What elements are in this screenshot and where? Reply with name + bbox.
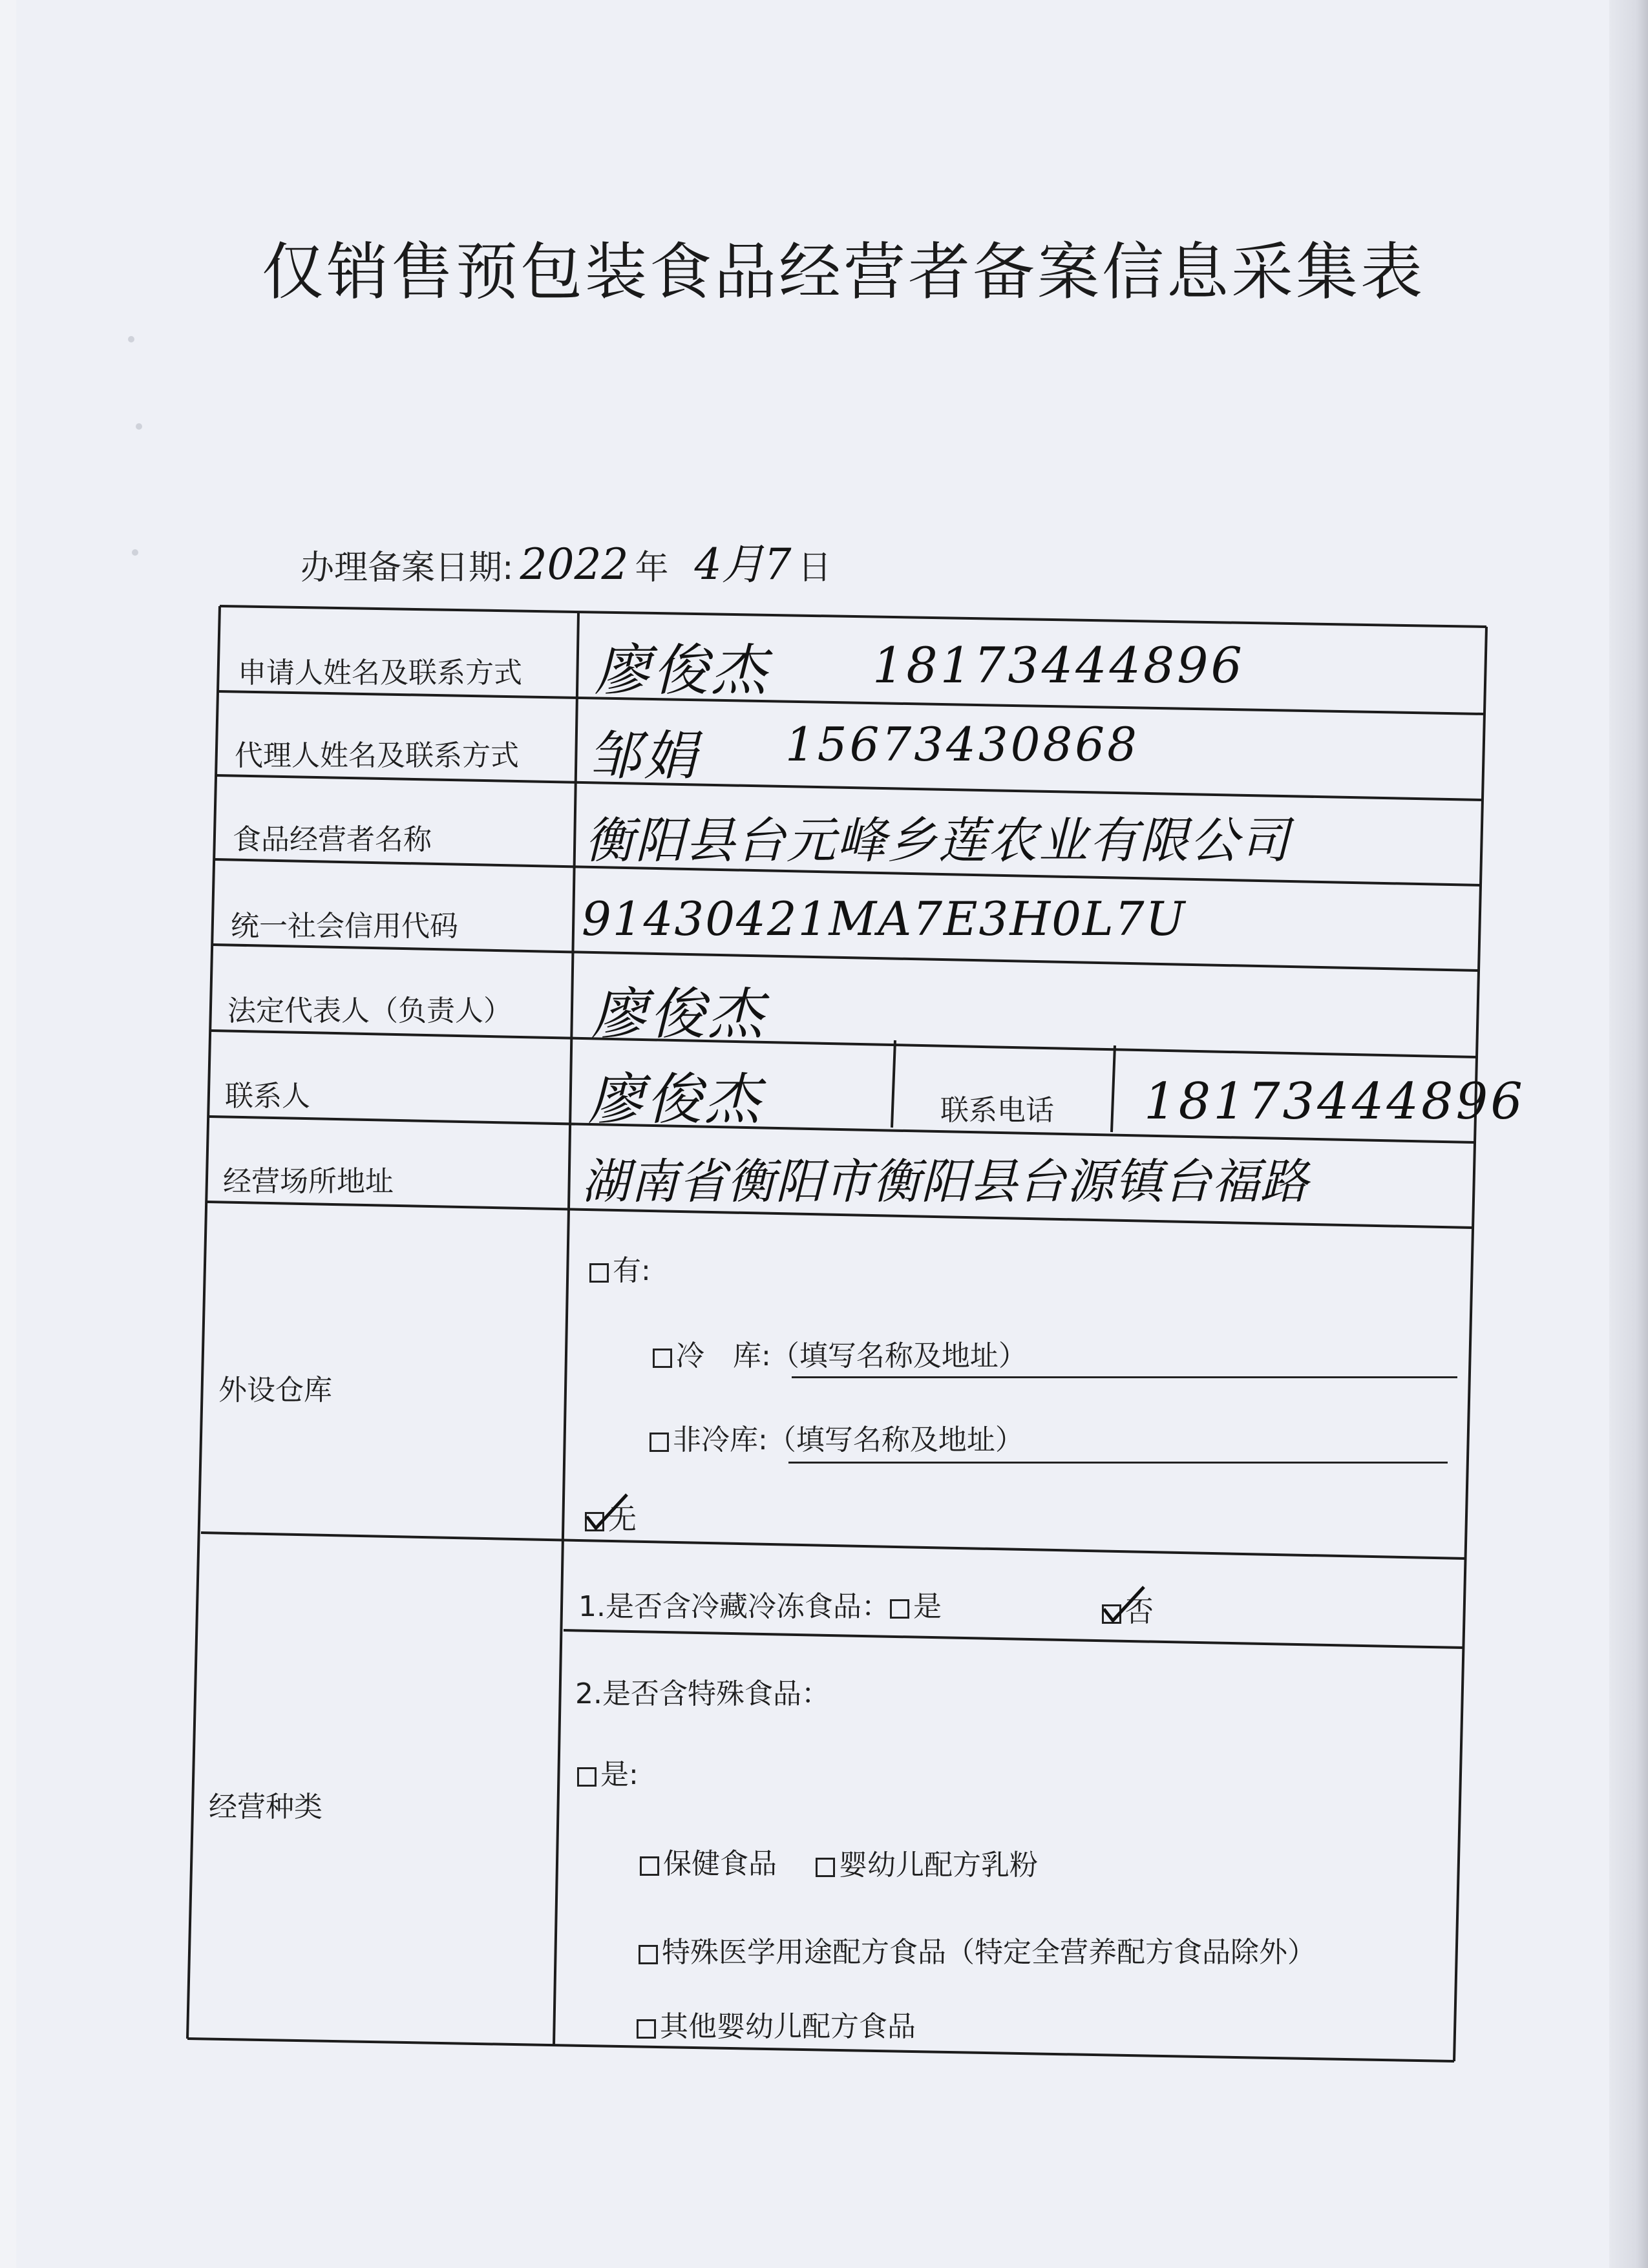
warehouse-none-option bbox=[585, 1496, 637, 1537]
checkbox-noncold-storage[interactable] bbox=[650, 1433, 669, 1452]
label-credit-code: 统一社会信用代码 bbox=[231, 910, 458, 943]
medical-formula-label: 特殊医学用途配方食品（特定全营养配方食品除外） bbox=[662, 1936, 1316, 1969]
opt-medical-formula bbox=[639, 1929, 1316, 1970]
filing-date-label: 办理备案日期: bbox=[301, 549, 514, 587]
filing-date-month-day: 4月7 bbox=[694, 540, 792, 589]
q1-yes-label: 是 bbox=[913, 1590, 942, 1623]
checkbox-q1-yes[interactable] bbox=[890, 1599, 909, 1619]
cold-storage-label: 冷 库: bbox=[676, 1339, 771, 1372]
health-food-label: 保健食品 bbox=[663, 1847, 777, 1880]
q1-no-option bbox=[1102, 1588, 1154, 1630]
opt-health-food bbox=[640, 1840, 777, 1882]
checkbox-q1-no[interactable] bbox=[1102, 1604, 1121, 1624]
other-infant-label: 其他婴幼儿配方食品 bbox=[660, 2010, 916, 2043]
q2-special-food: 2.是否含特殊食品： bbox=[575, 1677, 830, 1710]
infant-milk-label: 婴幼儿配方乳粉 bbox=[839, 1849, 1038, 1882]
address-value: 湖南省衡阳市衡阳县台源镇台福路 bbox=[582, 1154, 1309, 1210]
legal-rep-value: 廖俊杰 bbox=[591, 982, 766, 1047]
checkbox-warehouse-has[interactable] bbox=[589, 1263, 609, 1283]
warehouse-has-option bbox=[589, 1247, 651, 1288]
label-contact-phone: 联系电话 bbox=[940, 1094, 1054, 1127]
checkbox-q2-yes[interactable] bbox=[577, 1767, 597, 1787]
cold-storage-hint: （填写名称及地址） bbox=[770, 1339, 1027, 1372]
filing-date-day-unit: 日 bbox=[798, 549, 832, 587]
noncold-storage-hint: （填写名称及地址） bbox=[767, 1423, 1024, 1456]
checkbox-health-food[interactable] bbox=[640, 1856, 659, 1876]
applicant-phone: 18173444896 bbox=[872, 636, 1245, 694]
filing-date-year: 2022 bbox=[520, 540, 629, 589]
contact-value: 廖俊杰 bbox=[588, 1067, 763, 1132]
contact-phone-value: 18173444896 bbox=[1144, 1073, 1525, 1131]
q1-no-label: 否 bbox=[1125, 1595, 1154, 1628]
label-legal-rep: 法定代表人（负责人） bbox=[227, 994, 512, 1027]
checkbox-other-infant[interactable] bbox=[637, 2019, 656, 2039]
label-address: 经营场所地址 bbox=[223, 1165, 394, 1198]
label-applicant: 申请人姓名及联系方式 bbox=[238, 656, 522, 689]
label-warehouse: 外设仓库 bbox=[218, 1374, 332, 1407]
checkmark-icon bbox=[584, 1492, 629, 1531]
q1-label: 1.是否含冷藏冷冻食品： bbox=[578, 1590, 890, 1623]
filing-date-year-unit: 年 bbox=[635, 549, 669, 587]
label-operator-name: 食品经营者名称 bbox=[233, 823, 432, 856]
noncold-storage-fill-line[interactable] bbox=[788, 1462, 1448, 1464]
label-agent: 代理人姓名及联系方式 bbox=[235, 739, 519, 772]
label-contact: 联系人 bbox=[225, 1080, 310, 1113]
operator-name-value: 衡阳县台元峰乡莲农业有限公司 bbox=[585, 812, 1291, 869]
warehouse-cold-option bbox=[653, 1332, 1027, 1374]
q1-cold-frozen bbox=[578, 1583, 942, 1624]
checkbox-infant-milk[interactable] bbox=[816, 1858, 835, 1877]
agent-name: 邹娟 bbox=[588, 726, 699, 787]
checkbox-medical-formula[interactable] bbox=[639, 1945, 658, 1964]
applicant-name: 廖俊杰 bbox=[595, 638, 769, 703]
form-title: 仅销售预包装食品经营者备案信息采集表 bbox=[262, 236, 1425, 308]
q2-yes-label: 是: bbox=[600, 1758, 639, 1791]
agent-phone: 15673430868 bbox=[785, 717, 1139, 772]
cold-storage-fill-line[interactable] bbox=[792, 1376, 1457, 1378]
checkmark-icon bbox=[1101, 1584, 1146, 1623]
checkbox-cold-storage[interactable] bbox=[653, 1349, 672, 1368]
warehouse-noncold-option bbox=[650, 1416, 1024, 1458]
noncold-storage-label: 非冷库: bbox=[673, 1423, 768, 1456]
q2-yes-option bbox=[577, 1751, 639, 1792]
opt-infant-milk bbox=[816, 1842, 1038, 1883]
label-category: 经营种类 bbox=[209, 1790, 322, 1823]
warehouse-none-label: 无 bbox=[608, 1503, 637, 1536]
opt-other-infant bbox=[637, 2003, 916, 2044]
credit-code-value: 91430421MA7E3H0L7U bbox=[582, 892, 1187, 946]
warehouse-has-label: 有: bbox=[613, 1254, 651, 1287]
checkbox-warehouse-none[interactable] bbox=[585, 1512, 604, 1531]
